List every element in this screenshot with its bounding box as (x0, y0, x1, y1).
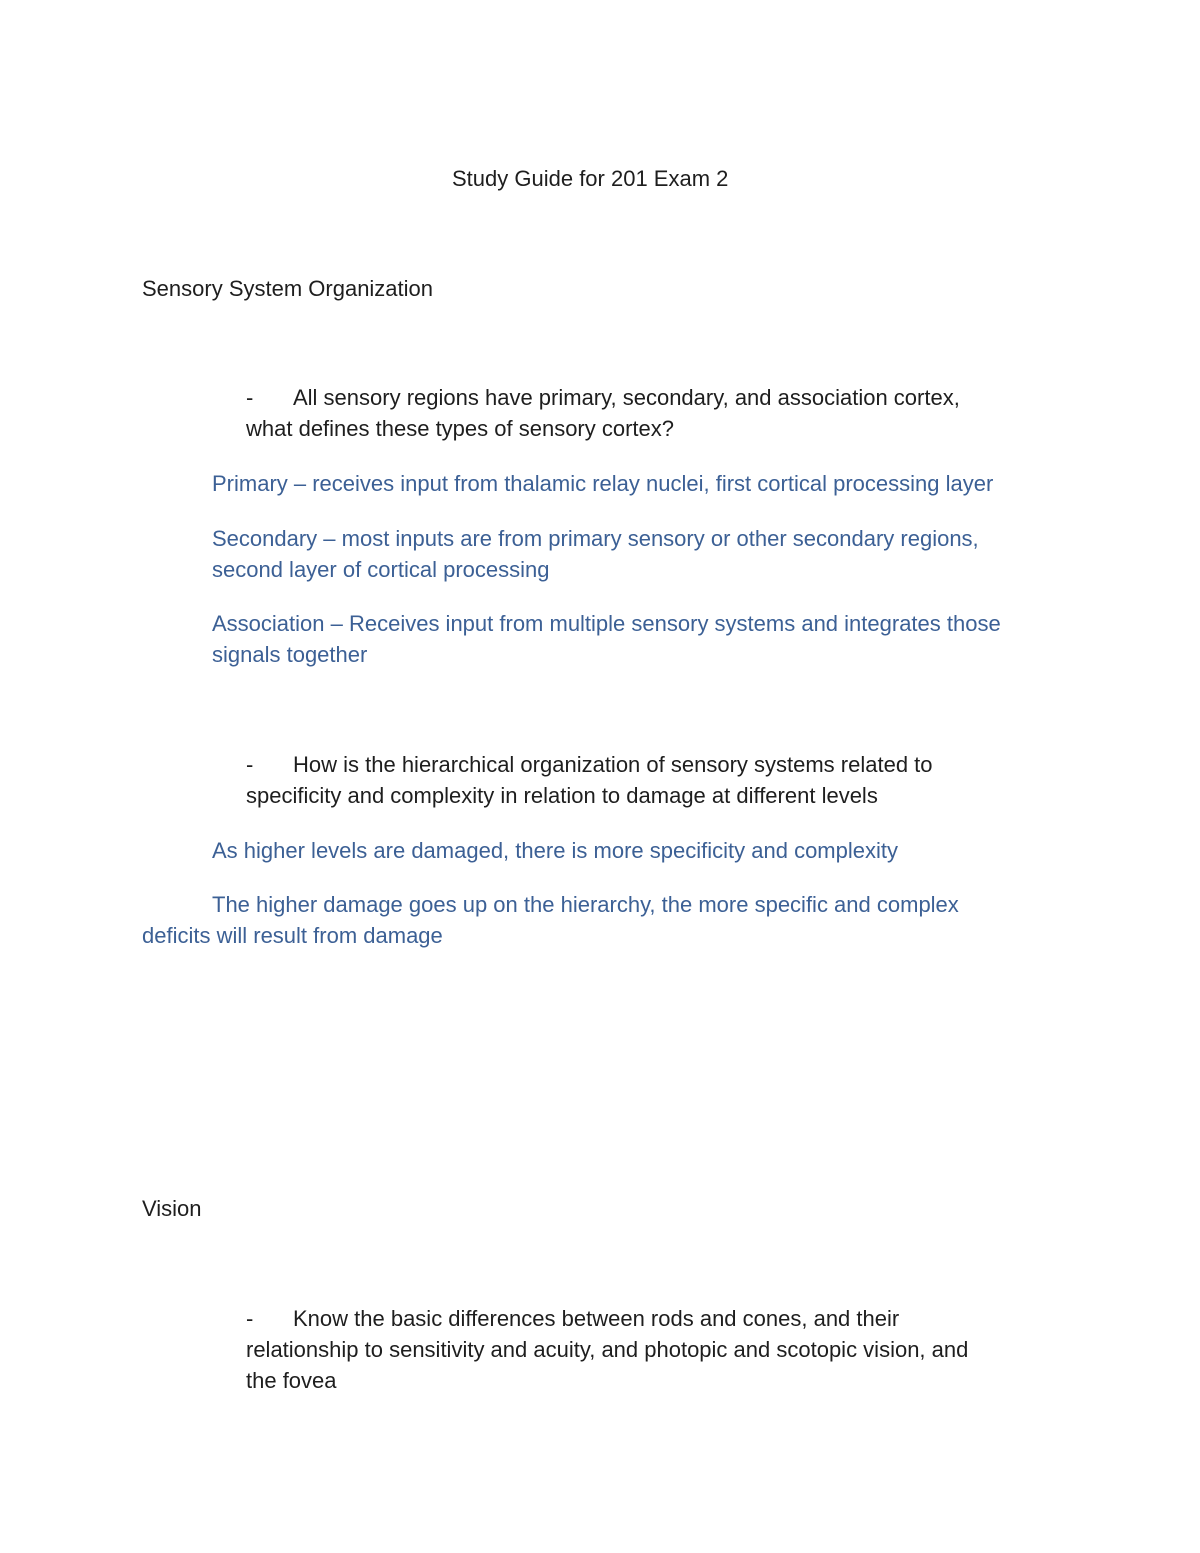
answer-hierarchy-2: The higher damage goes up on the hierarchy, the more specific and complex (212, 892, 959, 917)
answer-association: Association – Receives input from multiple sensory systems and integrates those (212, 611, 1001, 636)
bullet-dash: - (246, 385, 254, 410)
question-text (246, 382, 960, 444)
question-line: what defines these types of sensory cortex? (246, 416, 675, 441)
bullet-dash: - (246, 752, 254, 777)
question-line: All sensory regions have primary, secondary, and association cortex, (293, 385, 960, 410)
section-heading-sensory: Sensory System Organization (142, 276, 434, 301)
answer-hierarchy-2-cont: deficits will result from damage (142, 923, 443, 948)
answer-primary: Primary – receives input from thalamic relay nuclei, first cortical processing layer (212, 471, 994, 496)
answer-secondary-cont: second layer of cortical processing (212, 557, 550, 582)
section-heading-vision: Vision (142, 1196, 202, 1221)
question-line: specificity and complexity in relation to damage at different levels (246, 783, 878, 808)
question-line: How is the hierarchical organization of sensory systems related to (293, 752, 933, 777)
bullet-dash: - (246, 1306, 254, 1331)
question-text (246, 749, 933, 811)
question-line: Know the basic differences between rods and cones, and their (293, 1306, 900, 1331)
answer-secondary: Secondary – most inputs are from primary sensory or other secondary regions, (212, 526, 979, 551)
answer-association-cont: signals together (212, 642, 368, 667)
question-text (246, 1303, 968, 1396)
page-title: Study Guide for 201 Exam 2 (452, 166, 729, 191)
answer-hierarchy-1: As higher levels are damaged, there is more specificity and complexity (212, 838, 898, 863)
question-line: relationship to sensitivity and acuity, and photopic and scotopic vision, and (246, 1337, 969, 1362)
question-line: the fovea (246, 1368, 337, 1393)
